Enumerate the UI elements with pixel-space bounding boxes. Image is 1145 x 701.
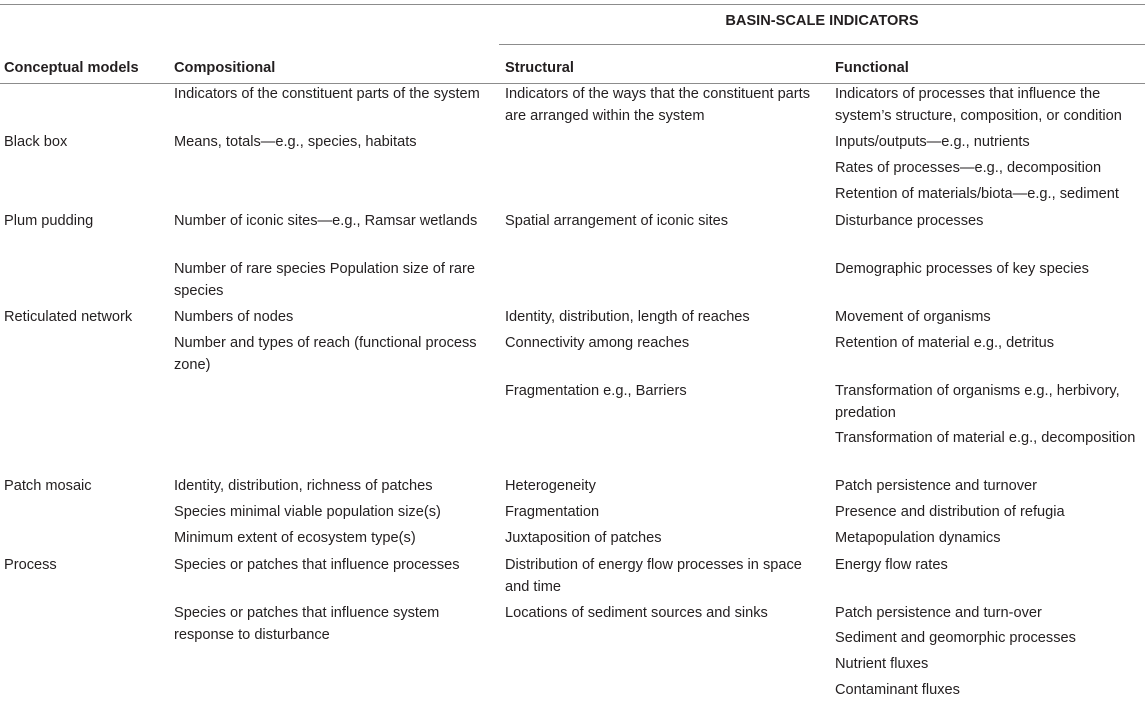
table-cell: Spatial arrangement of iconic sites bbox=[505, 213, 729, 229]
group-header: BASIN-SCALE INDICATORS bbox=[725, 13, 919, 29]
table-cell: Distribution of energy flow processes in space and time bbox=[505, 557, 802, 595]
table-cell: Connectivity among reaches bbox=[505, 335, 690, 351]
table-cell: Movement of organisms bbox=[835, 309, 991, 325]
table-cell: Inputs/outputs—e.g., nutrients bbox=[835, 134, 1030, 150]
table-cell: Species or patches that influence processes bbox=[174, 557, 460, 573]
table-cell: Species or patches that influence system response to disturbance bbox=[174, 605, 440, 643]
table-cell: Presence and distribution of refugia bbox=[835, 504, 1065, 520]
header-structural: Structural bbox=[505, 60, 574, 76]
row-label-black-box: Black box bbox=[4, 134, 68, 150]
row-label-patch-mosaic: Patch mosaic bbox=[4, 478, 92, 494]
table-cell: Retention of material e.g., detritus bbox=[835, 335, 1055, 351]
header-functional: Functional bbox=[835, 60, 909, 76]
table-cell: Fragmentation bbox=[505, 504, 600, 520]
description-structural: Indicators of the ways that the constituent parts are arranged within the system bbox=[505, 86, 811, 124]
table-cell: Sediment and geomorphic processes bbox=[835, 630, 1076, 646]
group-header-rule bbox=[499, 44, 1145, 45]
table-cell: Locations of sediment sources and sinks bbox=[505, 605, 768, 621]
row-label-reticulated-network: Reticulated network bbox=[4, 309, 133, 325]
table-cell: Nutrient fluxes bbox=[835, 656, 929, 672]
description-functional: Indicators of processes that influence the system’s structure, composition, or condition bbox=[835, 86, 1122, 124]
table-top-rule bbox=[0, 4, 1145, 5]
table-cell: Numbers of nodes bbox=[174, 309, 294, 325]
table-cell: Contaminant fluxes bbox=[835, 682, 960, 698]
table-cell: Minimum extent of ecosystem type(s) bbox=[174, 530, 416, 546]
table-cell: Metapopulation dynamics bbox=[835, 530, 1001, 546]
row-label-plum-pudding: Plum pudding bbox=[4, 213, 94, 229]
table-cell: Number of iconic sites—e.g., Ramsar wetlands bbox=[174, 213, 478, 229]
table-cell: Rates of processes—e.g., decomposition bbox=[835, 160, 1102, 176]
table-cell: Demographic processes of key species bbox=[835, 261, 1089, 277]
table-cell: Transformation of organisms e.g., herbivory, predation bbox=[835, 383, 1120, 421]
table-cell: Retention of materials/biota—e.g., sediment bbox=[835, 186, 1119, 202]
table-cell: Identity, distribution, richness of patches bbox=[174, 478, 433, 494]
table-cell: Number of rare species Population size of rare species bbox=[174, 261, 475, 299]
table-cell: Means, totals—e.g., species, habitats bbox=[174, 134, 417, 150]
table-cell: Energy flow rates bbox=[835, 557, 948, 573]
table-cell: Patch persistence and turn-over bbox=[835, 605, 1042, 621]
table-cell: Species minimal viable population size(s) bbox=[174, 504, 441, 520]
table-cell: Fragmentation e.g., Barriers bbox=[505, 383, 687, 399]
table-cell: Patch persistence and turnover bbox=[835, 478, 1037, 494]
row-label-process: Process bbox=[4, 557, 57, 573]
table-cell: Heterogeneity bbox=[505, 478, 596, 494]
table-cell: Juxtaposition of patches bbox=[505, 530, 662, 546]
table-cell: Transformation of material e.g., decomposition bbox=[835, 430, 1136, 446]
header-conceptual-models: Conceptual models bbox=[4, 60, 139, 76]
table-cell: Identity, distribution, length of reaches bbox=[505, 309, 750, 325]
table-cell: Disturbance processes bbox=[835, 213, 984, 229]
description-compositional: Indicators of the constituent parts of the system bbox=[174, 86, 480, 102]
table-cell: Number and types of reach (functional process zone) bbox=[174, 335, 477, 373]
header-compositional: Compositional bbox=[174, 60, 276, 76]
